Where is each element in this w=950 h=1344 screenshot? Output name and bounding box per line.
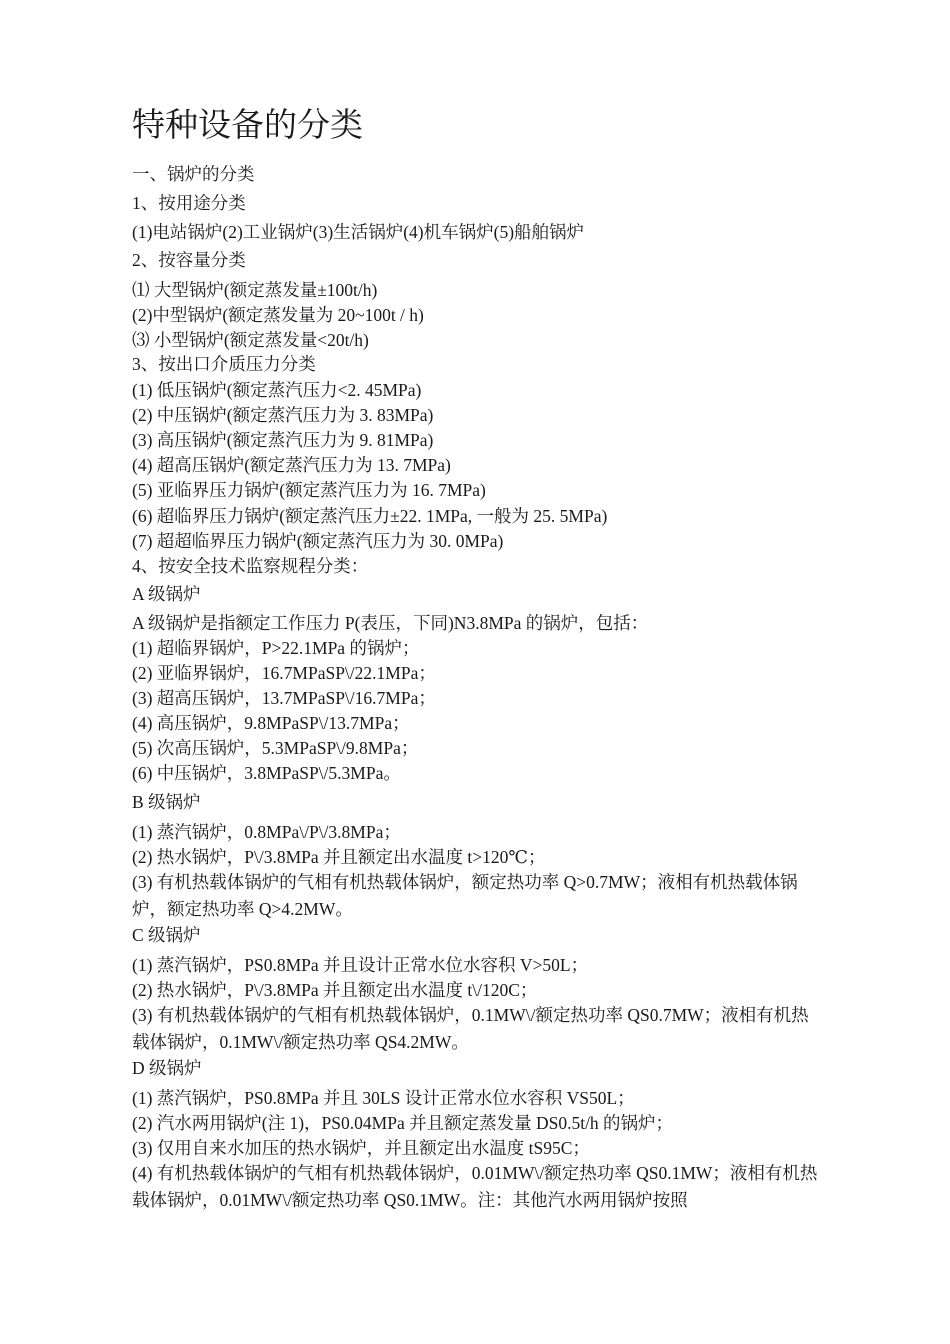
list-item: (2) 热水锅炉，P\/3.8MPa 并且额定出水温度 t\/120C； — [132, 980, 538, 1000]
list-item: (2) 亚临界锅炉，16.7MPaSP\/22.1MPa； — [132, 663, 436, 683]
list-item: (1) 超临界锅炉，P>22.1MPa 的锅炉； — [132, 638, 420, 658]
list-item: (2) 热水锅炉，P\/3.8MPa 并且额定出水温度 t>120℃； — [132, 847, 546, 867]
list-item: (5) 亚临界压力锅炉(额定蒸汽压力为 16. 7MPa) — [132, 480, 486, 500]
list-item: (3) 超高压锅炉，13.7MPaSP\/16.7MPa； — [132, 688, 436, 708]
subsection-heading: 2、按容量分类 — [132, 250, 246, 270]
list-item: (1) 蒸汽锅炉，PS0.8MPa 并且设计正常水位水容积 V>50L； — [132, 955, 589, 975]
page-title: 特种设备的分类 — [132, 108, 363, 144]
list-item: (3) 有机热载体锅炉的气相有机热载体锅炉，额定热功率 Q>0.7MW；液相有机热载体锅炉，额定热功率 Q>4.2MW。 — [132, 872, 798, 919]
section-heading: 一、锅炉的分类 — [132, 164, 255, 184]
list-item: (2)中型锅炉(额定蒸发量为 20~100t / h) — [132, 305, 424, 325]
subsection-heading: 4、按安全技术监察规程分类： — [132, 556, 369, 576]
class-heading: B 级锅炉 — [132, 792, 201, 812]
subsection-heading: 3、按出口介质压力分类 — [132, 354, 316, 374]
list-item: (1) 蒸汽锅炉，0.8MPa\/P\/3.8MPa； — [132, 822, 401, 842]
list-item: (3) 高压锅炉(额定蒸汽压力为 9. 81MPa) — [132, 430, 434, 450]
list-item: (5) 次高压锅炉，5.3MPaSP\/9.8MPa； — [132, 738, 419, 758]
class-heading: D 级锅炉 — [132, 1058, 202, 1078]
class-heading: C 级锅炉 — [132, 925, 201, 945]
list-item: (7) 超超临界压力锅炉(额定蒸汽压力为 30. 0MPa) — [132, 531, 504, 551]
text-line: A 级锅炉是指额定工作压力 P(表压，下同)N3.8MPa 的锅炉，包括： — [132, 613, 649, 633]
class-heading: A 级锅炉 — [132, 584, 201, 604]
subsection-heading: 1、按用途分类 — [132, 193, 246, 213]
list-item: (1) 蒸汽锅炉，PS0.8MPa 并且 30LS 设计正常水位水容积 VS50L； — [132, 1088, 635, 1108]
list-item: ⑴ 大型锅炉(额定蒸发量±100t/h) — [132, 280, 378, 300]
list-item: (1) 低压锅炉(额定蒸汽压力<2. 45MPa) — [132, 380, 422, 400]
list-item: (2) 汽水两用锅炉(注 1)，PS0.04MPa 并且额定蒸发量 DS0.5t/h 的锅炉； — [132, 1113, 674, 1133]
list-item: (3) 仅用自来水加压的热水锅炉，并且额定出水温度 tS95C； — [132, 1138, 590, 1158]
list-item: (4) 超高压锅炉(额定蒸汽压力为 13. 7MPa) — [132, 455, 451, 475]
list-item: (2) 中压锅炉(额定蒸汽压力为 3. 83MPa) — [132, 405, 434, 425]
list-item: (4) 高压锅炉，9.8MPaSP\/13.7MPa； — [132, 713, 410, 733]
list-item: (3) 有机热载体锅炉的气相有机热载体锅炉，0.1MW\/额定热功率 QS0.7MW；液相有机热载体锅炉，0.1MW\/额定热功率 QS4.2MW。 — [132, 1005, 809, 1052]
text-line: (1)电站锅炉(2)工业锅炉(3)生活锅炉(4)机车锅炉(5)船舶锅炉 — [132, 222, 585, 242]
list-item: (6) 超临界压力锅炉(额定蒸汽压力±22. 1MPa, 一般为 25. 5MPa) — [132, 506, 608, 526]
list-item: (6) 中压锅炉，3.8MPaSP\/5.3MPa。 — [132, 763, 401, 783]
list-item: (4) 有机热载体锅炉的气相有机热载体锅炉，0.01MW\/额定热功率 QS0.1MW；液相有机热载体锅炉，0.01MW\/额定热功率 QS0.1MW。注：其他汽水两用锅炉按照 — [132, 1163, 818, 1210]
list-item: ⑶ 小型锅炉(额定蒸发量<20t/h) — [132, 330, 369, 350]
